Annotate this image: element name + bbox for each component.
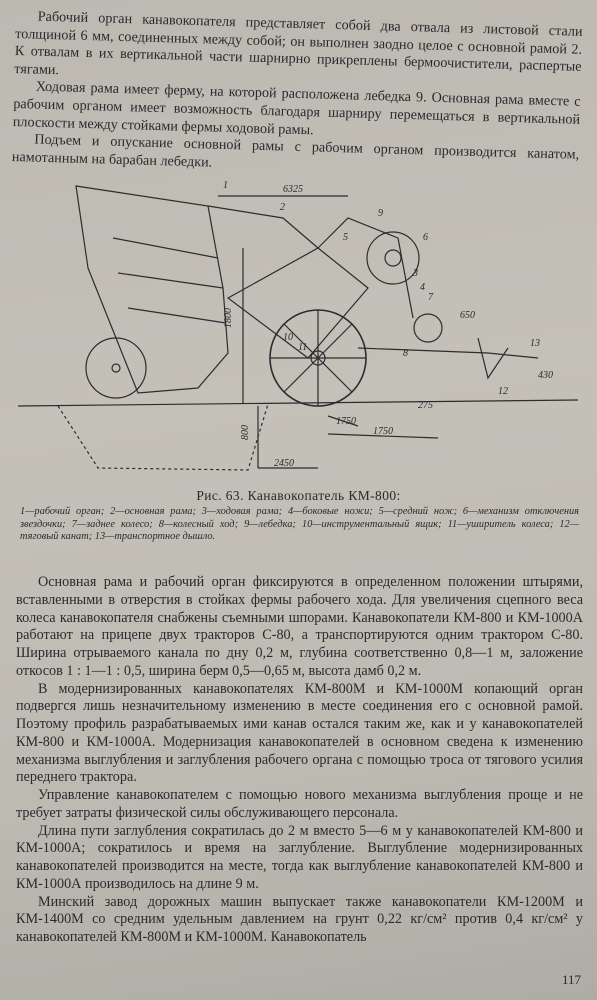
part-6: 6 — [423, 232, 428, 243]
trench-outline — [58, 404, 268, 470]
dim-275: 275 — [418, 400, 433, 411]
part-11: 11 — [298, 342, 308, 353]
part-4: 4 — [420, 282, 425, 293]
page-number: 117 — [561, 972, 581, 987]
wheel-spokes — [270, 310, 366, 406]
part-13: 13 — [530, 338, 540, 349]
dim-6325: 6325 — [283, 184, 303, 195]
paragraph-modernized: В модернизированных канавокопателях КМ-800М и КМ-1000М копающий орган подвергся лишь незначительному изменению в месте соединения его с основной рамой. Поэтому профиль разрабатываемых ими канав остался таким же, как и у канавокопателей КМ-800 и КМ-1000А. Модернизация канавокопателей в основном сведена к изменению механизма выглубления и заглубления рабочего органа с помощью троса от тягового усилия переднего трактора. — [16, 680, 583, 786]
top-text — [12, 8, 583, 182]
bottom-text — [16, 574, 583, 947]
paragraph-working-body: Рабочий орган канавокопателя представляет собой два отвала из листовой стали толщиной 6 мм, соединенных между собой; он выполнен заодно целое с основной рамой 2. К отвалам в их вертикальной части шарнирно прикреплены бермоочистители, распертые тягами. — [14, 8, 583, 79]
paragraph-fixing: Основная рама и рабочий орган фиксируются в определенном положении штырями, вставленными в отверстия в стойках фермы рабочего хода. Для увеличения сцепного веса колеса канавокопателя снабжены съемными шпорами. Канавокопатели КМ-800 и КМ-1000А работают на прицепе двух тракторов С-80, а транспортируются одним трактором С-80. Ширина отрываемого канала по дну 0,2 м, глубина соответственно 0,8—1 м, заложение откосов 1 : 1—1 : 0,5, ширина берм 0,5—0,65 м, высота дамб 0,2 м. — [16, 574, 583, 679]
figure-caption-title: Рис. 63. Канавокопатель КМ-800: — [196, 488, 401, 503]
plough-ribs — [113, 238, 226, 323]
part-3: 3 — [413, 268, 418, 279]
dim-2450: 2450 — [274, 458, 294, 469]
part-8: 8 — [403, 348, 408, 359]
part-12: 12 — [498, 386, 508, 397]
plough-body — [76, 186, 228, 393]
front-wheel — [86, 338, 146, 398]
dim-430: 430 — [538, 370, 553, 381]
part-1: 1 — [223, 180, 228, 191]
part-7: 7 — [428, 292, 433, 303]
winch — [367, 232, 419, 284]
part-10: 10 — [283, 332, 293, 343]
drawbar — [358, 348, 538, 358]
dim-800: 800 — [240, 425, 251, 440]
dim-1750-a: 1750 — [336, 416, 356, 427]
part-2: 2 — [280, 202, 285, 213]
part-9: 9 — [378, 208, 383, 219]
dim-1800: 1800 — [223, 308, 234, 328]
dim-1750-b: 1750 — [373, 426, 393, 437]
paragraph-length: Длина пути заглубления сократилась до 2 м вместо 5—6 м у канавокопателей КМ-800 и КМ-1000А; сократилось и время на заглубление. Выглубление модернизированных канавокопателей производится на месте, тогда как выглубление канавокопателей КМ-800 и КМ-1000А производилось на длине 9 м. — [16, 822, 583, 892]
paragraph-control: Управление канавокопателем с помощью нового механизма выглубления проще и не требует затраты физической силы обслуживающего персонала. — [16, 787, 583, 821]
machine-drawing — [18, 178, 588, 478]
part-5: 5 — [343, 232, 348, 243]
hitch — [478, 338, 508, 378]
main-frame — [208, 206, 318, 248]
km800-technical-drawing — [18, 178, 588, 478]
paragraph-running-frame: Ходовая рама имеет ферму, на которой расположена лебедка 9. Основная рама вместе с рабочим органом имеет возможность благодаря шарниру перемещаться в вертикальной плоскости между стойками фермы ходовой рамы. — [12, 78, 581, 138]
dim-650: 650 — [460, 310, 475, 321]
figure-caption-legend: 1—рабочий орган; 2—основная рама; 3—ходовая рама; 4—боковые ножи; 5—средний нож; 6—механизм отключения звездочки; 7—заднее колесо; 8—колесный ход; 9—лебедка; 10—инструментальный ящик; 11—уширитель колеса; 12—тяговый канат; 13—транспортное дышло. — [20, 506, 579, 543]
paragraph-minsk: Минский завод дорожных машин выпускает также канавокопатели КМ-1200М и КМ-1400М со средним удельным давлением на грунт 0,22 кг/см² против 0,4 кг/см² у канавокопателей КМ-800М и КМ-1000М. Канавокопатель — [16, 893, 583, 945]
paragraph-lifting: Подъем и опускание основной рамы с рабочим органом производится канатом, намотанным на барабан лебедки. — [11, 131, 580, 171]
rear-wheel — [414, 314, 442, 342]
